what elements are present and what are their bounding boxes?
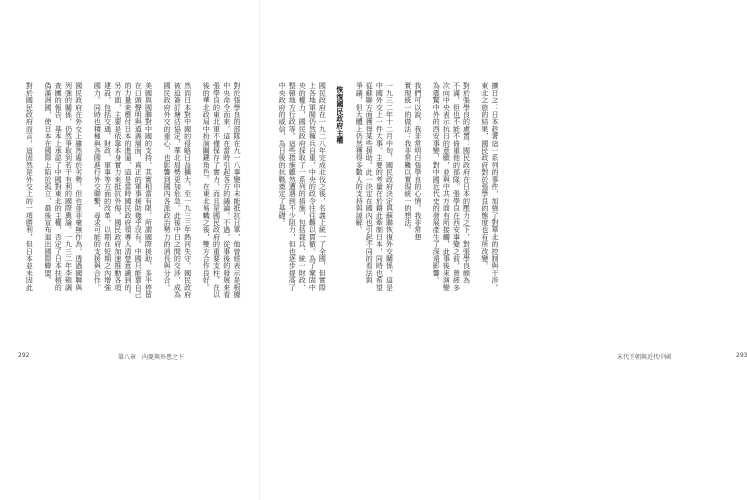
right-text-column: 我們可以說，我非常明白張學良的心情。我非常想 xyxy=(413,82,422,241)
right-text-column: 央的權力，國民政府採取了一系列的措施，包括裁兵、統一財政、 xyxy=(298,82,307,291)
right-column-spacer xyxy=(473,82,478,324)
right-text-column: 中國外交上一件大事。主要的考量在於藉此牽制日本，同時也希望 xyxy=(375,82,384,291)
left-page xyxy=(0,0,260,500)
right-page xyxy=(260,0,747,500)
right-page-text-block xyxy=(278,82,498,324)
left-text-column: 對於國民政府而言，這固然是外交上的一項勝利，但日本並未因此 xyxy=(25,82,34,291)
left-text-column: 中央命令而來，這在當時引起各方的議論。不過，從事後的發展來看 xyxy=(222,82,231,298)
left-text-column: 被迫簽訂塘沽協定，華北局勢更加危急。此後中日之間的交涉，成為 xyxy=(173,82,182,298)
left-text-column: 對於張學良的部隊在九一八事變中未能抵抗日軍，他曾經表示是根據 xyxy=(233,82,241,298)
left-text-column: 然而日本對中國的侵略日益擴大，至一九三三年熱河失守，國民政府 xyxy=(183,82,192,298)
left-running-footer: 第八章 內憂與外患之下 xyxy=(118,354,185,361)
right-text-column: 上各地軍閥仍然擁兵自重，中央的政令往往難以貫徹。為了鞏固中 xyxy=(308,82,317,291)
left-text-column: 建設，包括交通、財政、軍事等方面的改革，以期在短期之內增強 xyxy=(103,82,112,291)
left-text-column: 國力。同時也積極與各國進行外交聯繫，尋求可能的支援與合作。 xyxy=(93,82,102,291)
right-text-column: 東北之旅的結果，國民政府對於張學良的態度也有所改變。 xyxy=(480,82,489,270)
right-text-column: 為震驚中外的西安事變，對中國近代史的發展產生了深遠影響。 xyxy=(432,82,441,284)
left-text-column: 國民政府外交的重心，也影響到國內各派政治勢力的消長與分合。 xyxy=(163,82,172,291)
left-column-spacer xyxy=(85,82,90,324)
right-text-column: 次向中央表示抗日的意願，並與中共方面有所接觸，此事後來演變 xyxy=(442,82,451,291)
left-text-column: 的力量來應付日本的進逼，這是當時國民政府領導人清楚意識到的。 xyxy=(124,82,133,298)
left-text-column: 後的華北政局中扮演關鍵角色。在東北易幟之後，雙方合作良好。 xyxy=(202,82,211,291)
right-text-column: 不滿，但也不能不倚重他的部隊。張學良在西安事變之前，曾經多 xyxy=(452,82,461,291)
left-column-spacer xyxy=(155,82,160,324)
left-text-column: 偽滿洲國，使日本在國際上陷於孤立，最後宣布退出國際聯盟。 xyxy=(43,82,52,284)
right-text-column: 一九三二年十二月中旬，國民政府決定與蘇聯恢復外交關係，這是 xyxy=(385,82,394,291)
left-column-spacer xyxy=(194,82,199,324)
right-text-column: 整頓地方行政等。這些措施雖然遭遇到不少阻力，但也逐步提高了 xyxy=(288,82,297,291)
right-page-number: 293 xyxy=(736,352,747,359)
right-text-column: 爭議，但大體上仍然獲得多數人的支持與諒解。 xyxy=(355,82,364,234)
right-column-spacer xyxy=(395,82,400,324)
right-running-footer: 末代王朝與近代中國 xyxy=(617,354,672,361)
right-text-column: 中央政府的威信，為日後的抗戰奠定了基礎。 xyxy=(278,82,287,226)
left-text-column: 查團的報告，基本上承認了中國對東北的主權，否定了日本扶植的 xyxy=(54,82,63,291)
left-text-column: 國民政府在外交上雖然處於劣勢，但也並非毫無作為，透過國聯與 xyxy=(74,82,83,291)
right-column-spacer xyxy=(424,82,429,324)
left-page-text-block xyxy=(25,82,240,324)
left-text-column: 張學良的東北軍不僅保存了實力，而且是國民政府的重要支柱，在以 xyxy=(212,82,221,298)
left-text-column: 在口頭聲明與道義層面，真正的軍事援助幾乎沒有。中國只能靠自己 xyxy=(134,82,143,298)
left-text-column: 美國與國聯對中國的支持，其實相當有限。所謂國際援助，多半停留 xyxy=(144,82,153,298)
right-text-column: 從蘇聯方面獲得某些援助。此一決定在國內也引起不同的看法與 xyxy=(365,82,374,284)
right-text-column: 實現統一的做法：我非常難以實現統一的想法。 xyxy=(403,82,412,234)
left-text-column: 另方面，主要是依靠本身實力來抵抗外侮，國民政府加速推動各項 xyxy=(113,82,122,291)
section-heading: 恢復國民政府主權 xyxy=(335,86,345,144)
right-column-spacer xyxy=(328,82,333,324)
left-page-number: 292 xyxy=(18,352,30,359)
right-text-column: 對於張學良的處置：國民政府在日本的壓力之下，對張學良頗為 xyxy=(462,82,471,284)
left-column-spacer xyxy=(35,82,40,324)
right-text-column: 國民政府在一九二八年完成北伐之後，名義上統一了全國，但實際 xyxy=(318,82,327,291)
left-text-column: 列強的關係，仍然爭取到若干有利的國際輿論。一九三二年李頓調 xyxy=(64,82,73,291)
right-column-spacer xyxy=(347,82,352,324)
right-text-column: 擴日之：日本趁著這一系列的事件，加強了對華北的控制與干涉。 xyxy=(491,82,499,291)
